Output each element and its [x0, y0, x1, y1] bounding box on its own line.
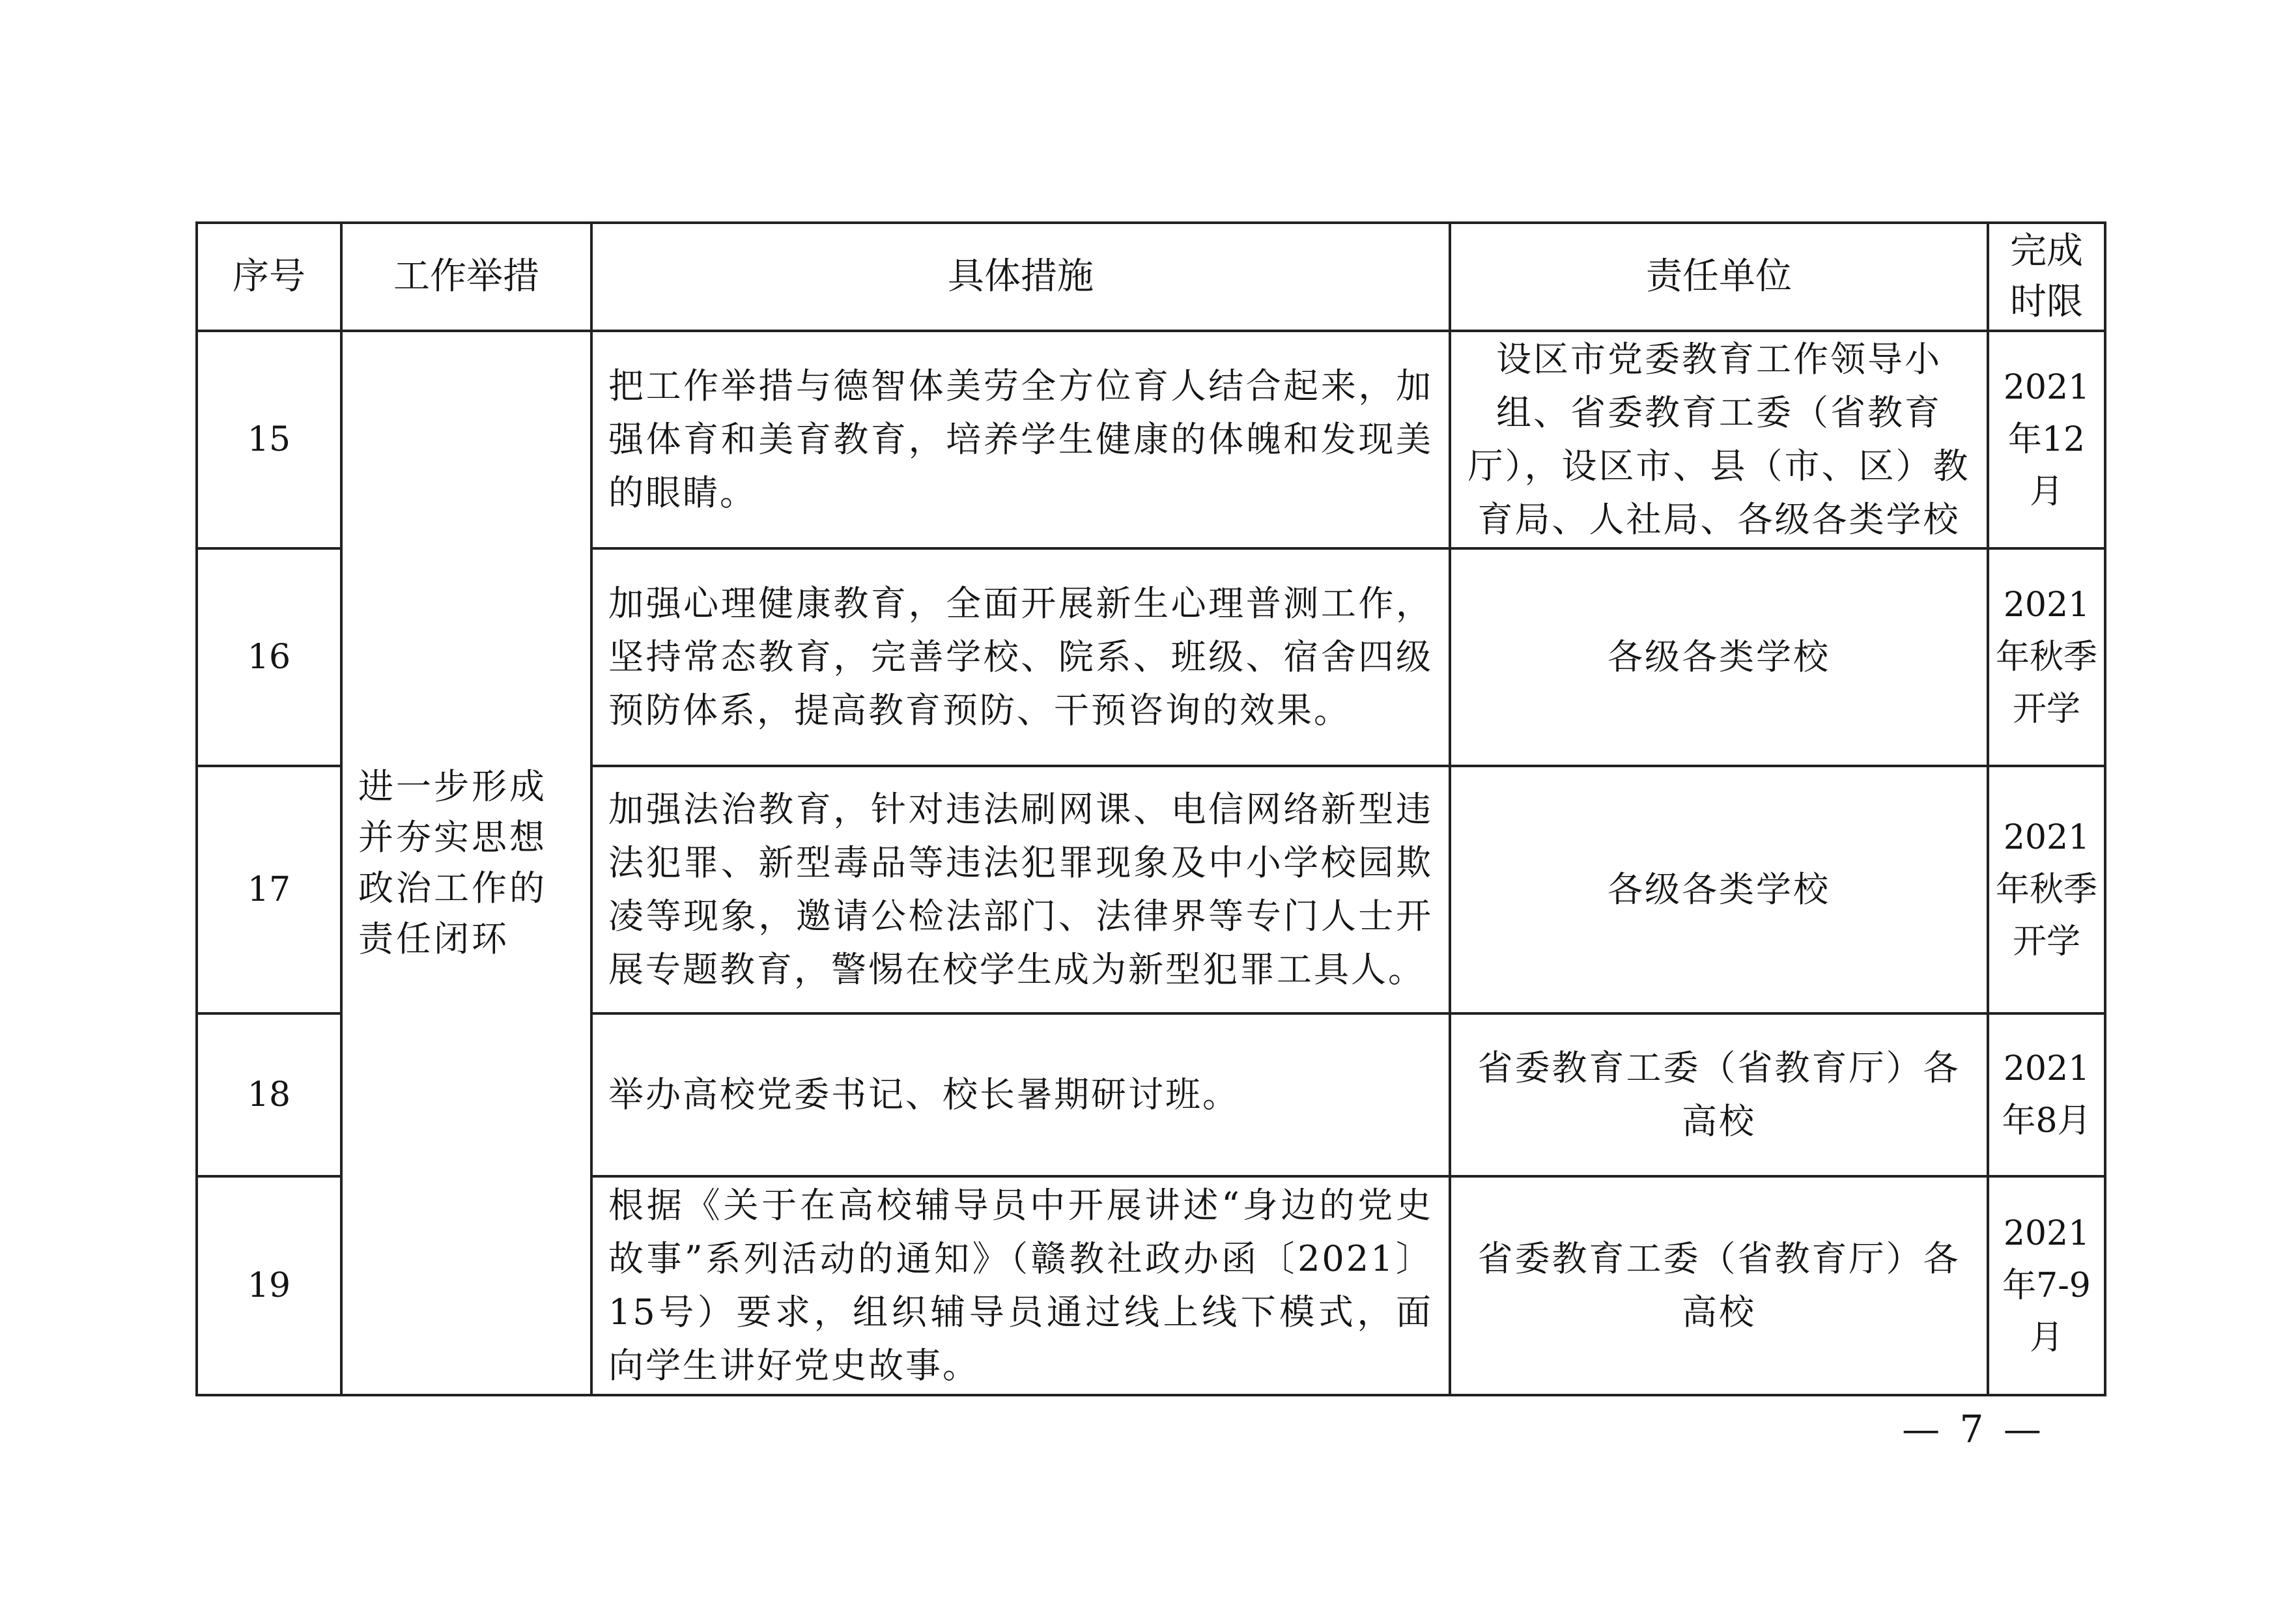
row-deadline: 2021年秋季开学	[1988, 766, 2105, 1013]
row-deadline: 2021年8月	[1988, 1013, 2105, 1176]
row-deadline: 2021年秋季开学	[1988, 548, 2105, 766]
task-table	[195, 221, 2106, 1396]
row-detail: 根据《关于在高校辅导员中开展讲述“身边的党史故事”系列活动的通知》（赣教社政办函〔2021〕15号）要求，组织辅导员通过线上线下模式，面向学生讲好党史故事。	[591, 1176, 1450, 1395]
row-seq: 16	[197, 548, 341, 766]
row-unit: 省委教育工委（省教育厅）各高校	[1450, 1176, 1988, 1395]
row-detail: 加强法治教育，针对违法刷网课、电信网络新型违法犯罪、新型毒品等违法犯罪现象及中小学校园欺凌等现象，邀请公检法部门、法律界等专门人士开展专题教育，警惕在校学生成为新型犯罪工具人。	[591, 766, 1450, 1013]
row-deadline: 2021年7-9月	[1988, 1176, 2105, 1395]
row-seq: 17	[197, 766, 341, 1013]
header-seq: 序号	[197, 223, 341, 331]
row-detail: 加强心理健康教育，全面开展新生心理普测工作，坚持常态教育，完善学校、院系、班级、宿舍四级预防体系，提高教育预防、干预咨询的效果。	[591, 548, 1450, 766]
row-seq: 19	[197, 1176, 341, 1395]
table-row	[197, 331, 2105, 548]
table-header-row	[197, 223, 2105, 331]
header-detail: 具体措施	[591, 223, 1450, 331]
row-deadline: 2021年12月	[1988, 331, 2105, 548]
row-unit: 省委教育工委（省教育厅）各高校	[1450, 1013, 1988, 1176]
header-unit: 责任单位	[1450, 223, 1988, 331]
row-detail: 把工作举措与德智体美劳全方位育人结合起来，加强体育和美育教育，培养学生健康的体魄和发现美的眼睛。	[591, 331, 1450, 548]
page-number: — 7 —	[1902, 1407, 2045, 1451]
header-deadline: 完成时限	[1988, 223, 2105, 331]
measure-category: 进一步形成并夯实思想政治工作的责任闭环	[341, 331, 591, 1395]
row-unit: 各级各类学校	[1450, 766, 1988, 1013]
row-unit: 设区市党委教育工作领导小组、省委教育工委（省教育厅），设区市、县（市、区）教育局、人社局、各级各类学校	[1450, 331, 1988, 548]
row-detail: 举办高校党委书记、校长暑期研讨班。	[591, 1013, 1450, 1176]
header-measure: 工作举措	[341, 223, 591, 331]
row-seq: 18	[197, 1013, 341, 1176]
row-seq: 15	[197, 331, 341, 548]
row-unit: 各级各类学校	[1450, 548, 1988, 766]
